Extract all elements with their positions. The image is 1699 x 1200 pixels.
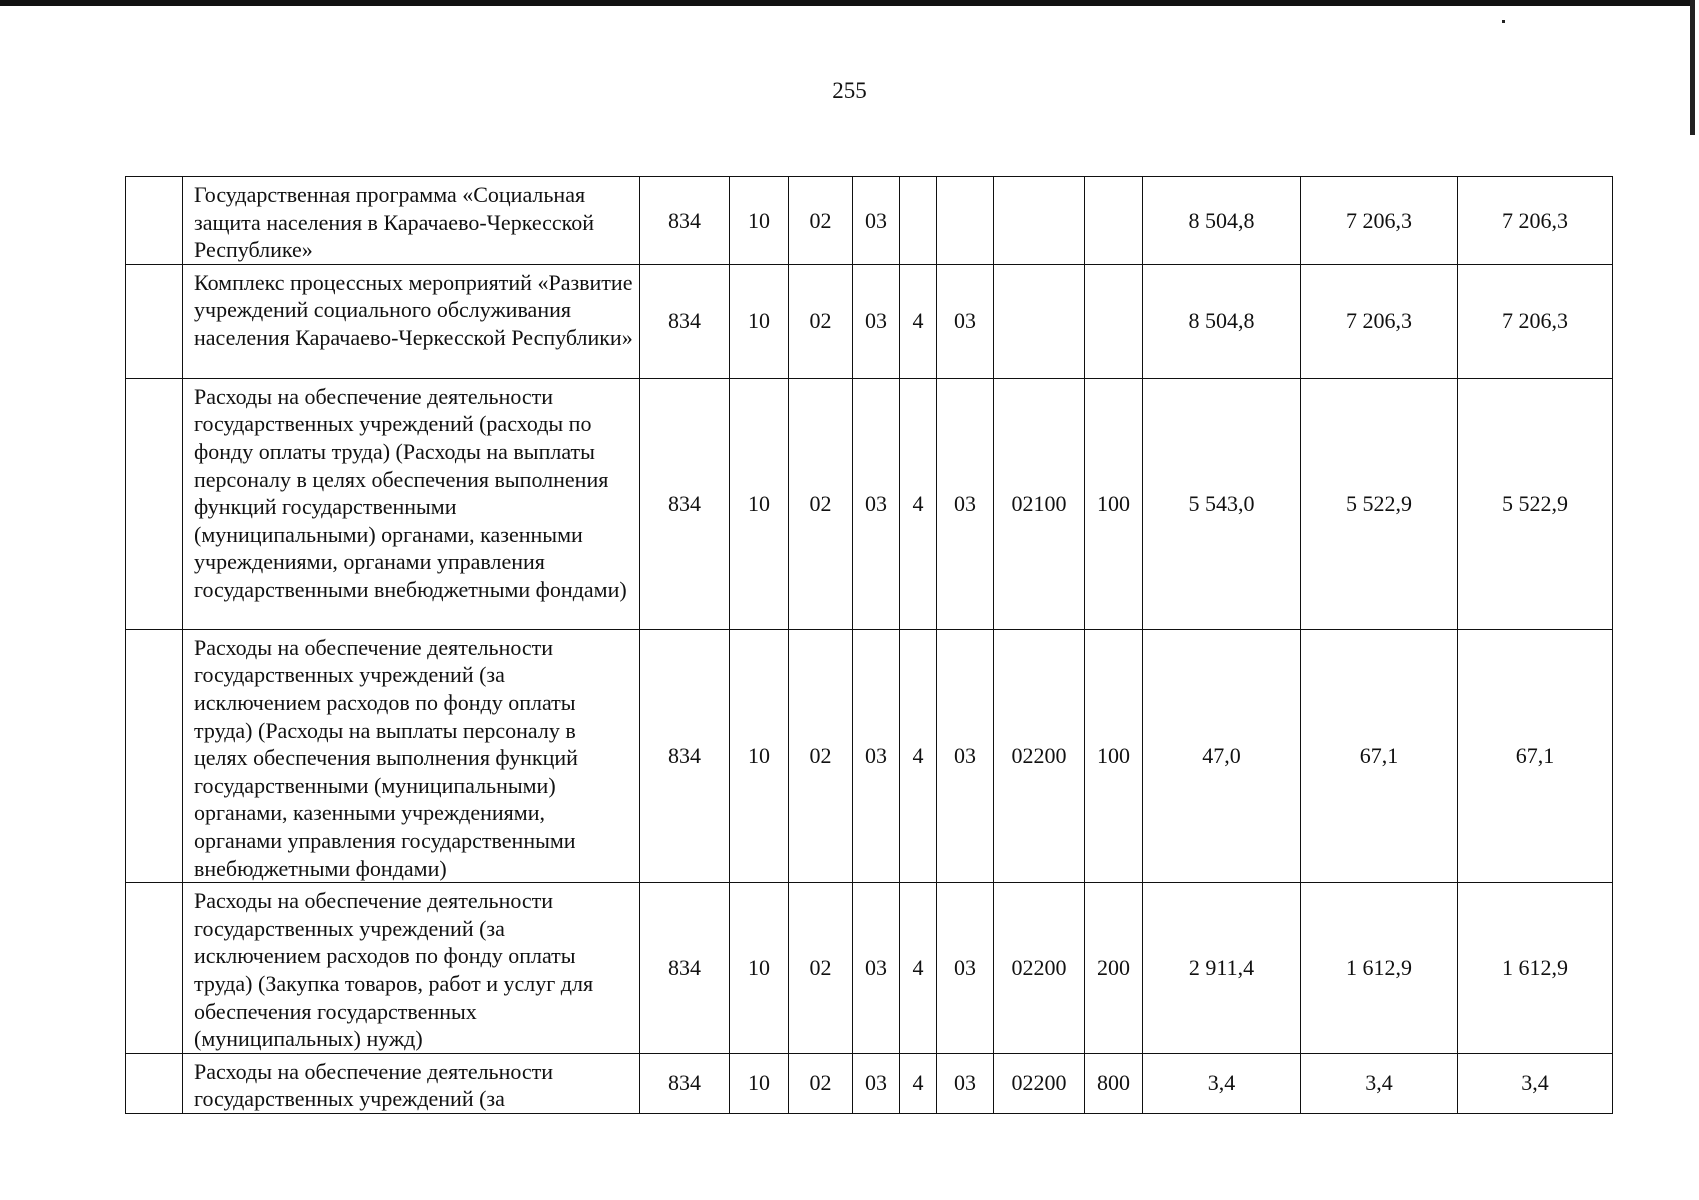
complex-code xyxy=(937,177,994,265)
item-name: Государственная программа «Социальная защита населения в Карачаево-Черкесской Республике» xyxy=(183,177,640,265)
row-number-cell xyxy=(126,1053,183,1113)
subsection-code: 02 xyxy=(789,1053,853,1113)
item-name: Комплекс процессных мероприятий «Развитие учреждений социального обслуживания населения Карачаево-Черкесской Республики» xyxy=(183,264,640,378)
item-name: Расходы на обеспечение деятельности государственных учреждений (за исключением расходов по фонду оплаты труда) (Закупка товаров, работ и услуг для обеспечения государственных (муниципальных) нужд) xyxy=(183,883,640,1054)
ministry-code: 834 xyxy=(640,177,730,265)
top-edge-rule xyxy=(0,0,1690,6)
amount-year-3: 3,4 xyxy=(1458,1053,1613,1113)
subsection-code: 02 xyxy=(789,264,853,378)
row-number-cell xyxy=(126,378,183,629)
ministry-code: 834 xyxy=(640,1053,730,1113)
amount-year-2: 67,1 xyxy=(1301,629,1458,882)
direction-code: 02100 xyxy=(994,378,1085,629)
table-row xyxy=(126,378,1613,629)
subsection-code: 02 xyxy=(789,629,853,882)
amount-year-1: 5 543,0 xyxy=(1143,378,1301,629)
complex-code: 03 xyxy=(937,1053,994,1113)
page-number: 255 xyxy=(832,78,867,103)
ministry-code: 834 xyxy=(640,629,730,882)
direction-code: 02200 xyxy=(994,629,1085,882)
complex-code: 03 xyxy=(937,883,994,1054)
program-code: 03 xyxy=(853,378,900,629)
amount-year-2: 5 522,9 xyxy=(1301,378,1458,629)
amount-year-2: 3,4 xyxy=(1301,1053,1458,1113)
table-row xyxy=(126,629,1613,882)
section-code: 10 xyxy=(730,629,789,882)
program-code: 03 xyxy=(853,177,900,265)
program-code: 03 xyxy=(853,883,900,1054)
expense-type-code xyxy=(1085,264,1143,378)
expense-type-code: 100 xyxy=(1085,629,1143,882)
row-number-cell xyxy=(126,883,183,1054)
program-code: 03 xyxy=(853,264,900,378)
expense-type-code xyxy=(1085,177,1143,265)
amount-year-1: 2 911,4 xyxy=(1143,883,1301,1054)
section-code: 10 xyxy=(730,1053,789,1113)
direction-code xyxy=(994,177,1085,265)
subprogram-type-code: 4 xyxy=(900,629,937,882)
expense-type-code: 200 xyxy=(1085,883,1143,1054)
subprogram-type-code: 4 xyxy=(900,378,937,629)
complex-code: 03 xyxy=(937,629,994,882)
subprogram-type-code: 4 xyxy=(900,883,937,1054)
budget-table xyxy=(125,176,1613,1114)
table-row xyxy=(126,264,1613,378)
amount-year-3: 7 206,3 xyxy=(1458,264,1613,378)
complex-code: 03 xyxy=(937,264,994,378)
subsection-code: 02 xyxy=(789,177,853,265)
table-row xyxy=(126,883,1613,1054)
amount-year-3: 1 612,9 xyxy=(1458,883,1613,1054)
subprogram-type-code: 4 xyxy=(900,1053,937,1113)
amount-year-1: 47,0 xyxy=(1143,629,1301,882)
direction-code: 02200 xyxy=(994,883,1085,1054)
amount-year-3: 7 206,3 xyxy=(1458,177,1613,265)
item-name: Расходы на обеспечение деятельности государственных учреждений (расходы по фонду оплаты труда) (Расходы на выплаты персоналу в целях обеспечения выполнения функций государственными (муниципальными) органами, казенными учреждениями, органами управления государственными внебюджетными фондами) xyxy=(183,378,640,629)
subsection-code: 02 xyxy=(789,883,853,1054)
section-code: 10 xyxy=(730,264,789,378)
direction-code xyxy=(994,264,1085,378)
amount-year-2: 7 206,3 xyxy=(1301,264,1458,378)
section-code: 10 xyxy=(730,177,789,265)
row-number-cell xyxy=(126,177,183,265)
direction-code: 02200 xyxy=(994,1053,1085,1113)
scan-dot xyxy=(1502,20,1505,23)
amount-year-3: 67,1 xyxy=(1458,629,1613,882)
row-number-cell xyxy=(126,264,183,378)
subprogram-type-code: 4 xyxy=(900,264,937,378)
row-number-cell xyxy=(126,629,183,882)
program-code: 03 xyxy=(853,629,900,882)
amount-year-1: 3,4 xyxy=(1143,1053,1301,1113)
program-code: 03 xyxy=(853,1053,900,1113)
section-code: 10 xyxy=(730,883,789,1054)
item-name: Расходы на обеспечение деятельности государственных учреждений (за xyxy=(183,1053,640,1113)
complex-code: 03 xyxy=(937,378,994,629)
ministry-code: 834 xyxy=(640,378,730,629)
amount-year-2: 1 612,9 xyxy=(1301,883,1458,1054)
amount-year-2: 7 206,3 xyxy=(1301,177,1458,265)
subsection-code: 02 xyxy=(789,378,853,629)
amount-year-1: 8 504,8 xyxy=(1143,177,1301,265)
ministry-code: 834 xyxy=(640,883,730,1054)
expense-type-code: 100 xyxy=(1085,378,1143,629)
right-edge-rule xyxy=(1690,0,1695,135)
section-code: 10 xyxy=(730,378,789,629)
amount-year-3: 5 522,9 xyxy=(1458,378,1613,629)
table-row xyxy=(126,1053,1613,1113)
subprogram-type-code xyxy=(900,177,937,265)
table-row xyxy=(126,177,1613,265)
item-name: Расходы на обеспечение деятельности государственных учреждений (за исключением расходов по фонду оплаты труда) (Расходы на выплаты персоналу в целях обеспечения выполнения функций государственными (муниципальными) органами, казенными учреждениями, органами управления государственными внебюджетными фондами) xyxy=(183,629,640,882)
ministry-code: 834 xyxy=(640,264,730,378)
expense-type-code: 800 xyxy=(1085,1053,1143,1113)
amount-year-1: 8 504,8 xyxy=(1143,264,1301,378)
